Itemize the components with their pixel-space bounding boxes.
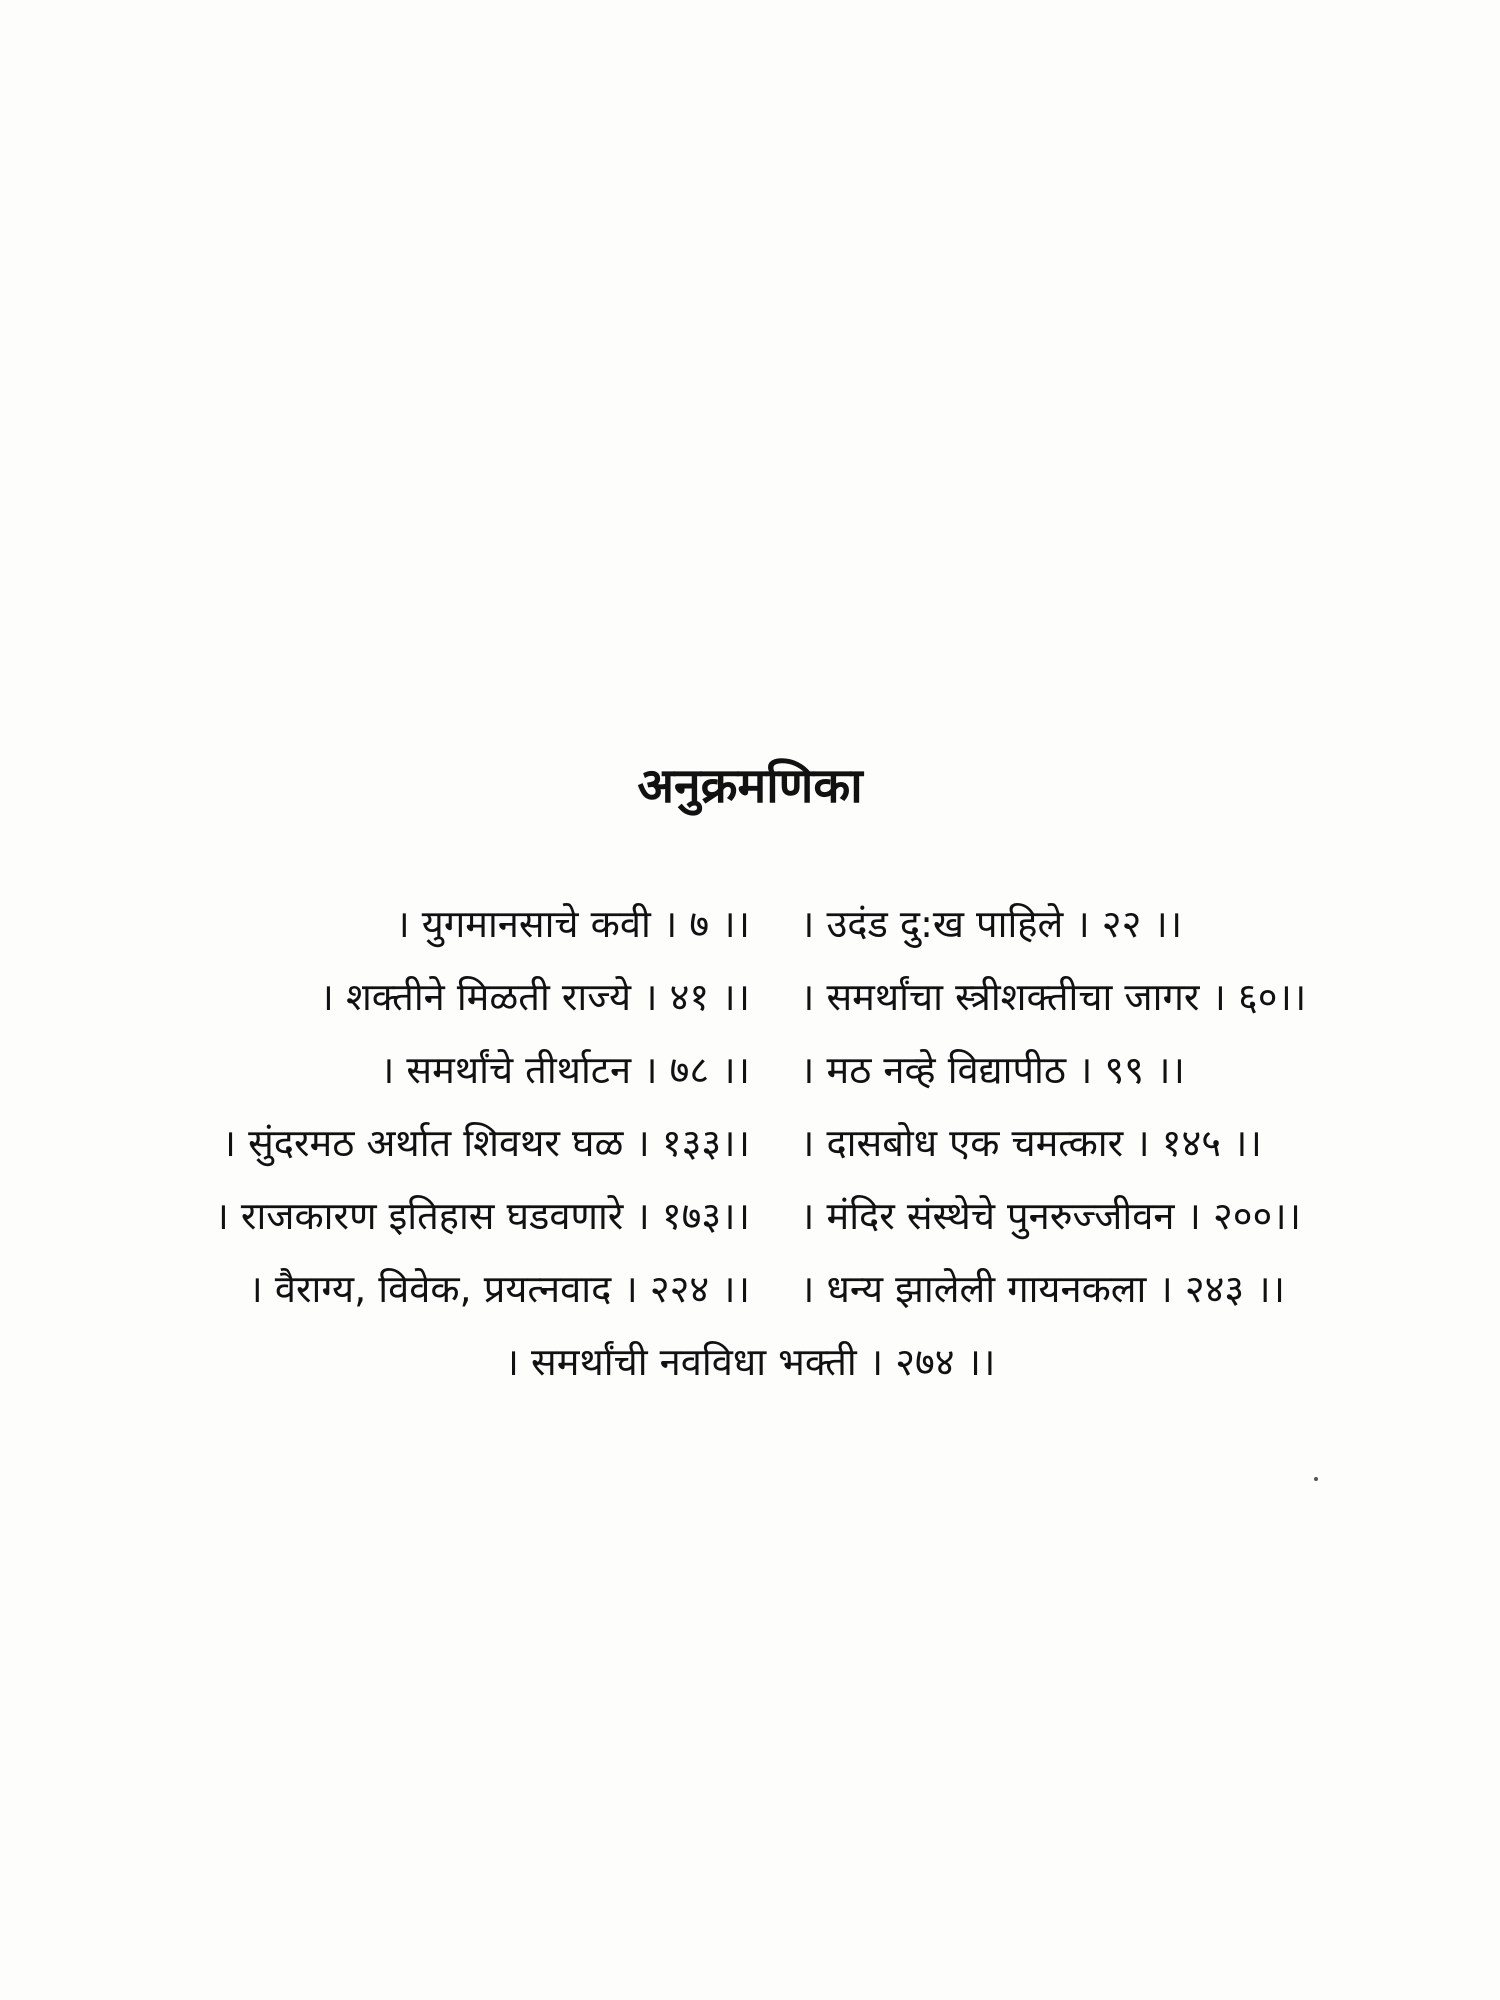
toc-entry: । वैराग्य, विवेक, प्रयत्नवाद । २२४ ।। [248,1267,750,1311]
toc-row [0,888,1500,961]
toc-entry: । समर्थांचा स्त्रीशक्तीचा जागर । ६०।। [800,975,1307,1019]
toc-entry: । धन्य झालेली गायनकला । २४३ ।। [800,1267,1286,1311]
toc-row [0,1034,1500,1107]
toc-entry: । सुंदरमठ अर्थात शिवथर घळ । १३३।। [221,1121,750,1165]
toc-entry: । शक्तीने मिळती राज्ये । ४१ ।। [319,975,750,1019]
toc-row [0,1180,1500,1253]
toc-final-entry: । समर्थांची नवविधा भक्ती । २७४ ।। [504,1340,996,1384]
toc-entry: । युगमानसाचे कवी । ७ ।। [395,902,750,946]
toc-entry: । मठ नव्हे विद्यापीठ । ९९ ।। [800,1048,1185,1092]
toc-row [0,1253,1500,1326]
page-title: अनुक्रमणिका [637,758,863,814]
toc-entry: । मंदिर संस्थेचे पुनरुज्जीवन । २००।। [800,1194,1302,1238]
toc-entry: । दासबोध एक चमत्कार । १४५ ।। [800,1121,1262,1165]
ink-speck [1314,1477,1318,1481]
toc-row [0,1107,1500,1180]
toc-entry: । समर्थांचे तीर्थाटन । ७८ ।। [379,1048,750,1092]
toc-entry: । राजकारण इतिहास घडवणारे । १७३।। [214,1194,750,1238]
toc-entry: । उदंड दु:ख पाहिले । २२ ।। [800,902,1183,946]
table-of-contents [0,888,1500,1399]
toc-row [0,961,1500,1034]
